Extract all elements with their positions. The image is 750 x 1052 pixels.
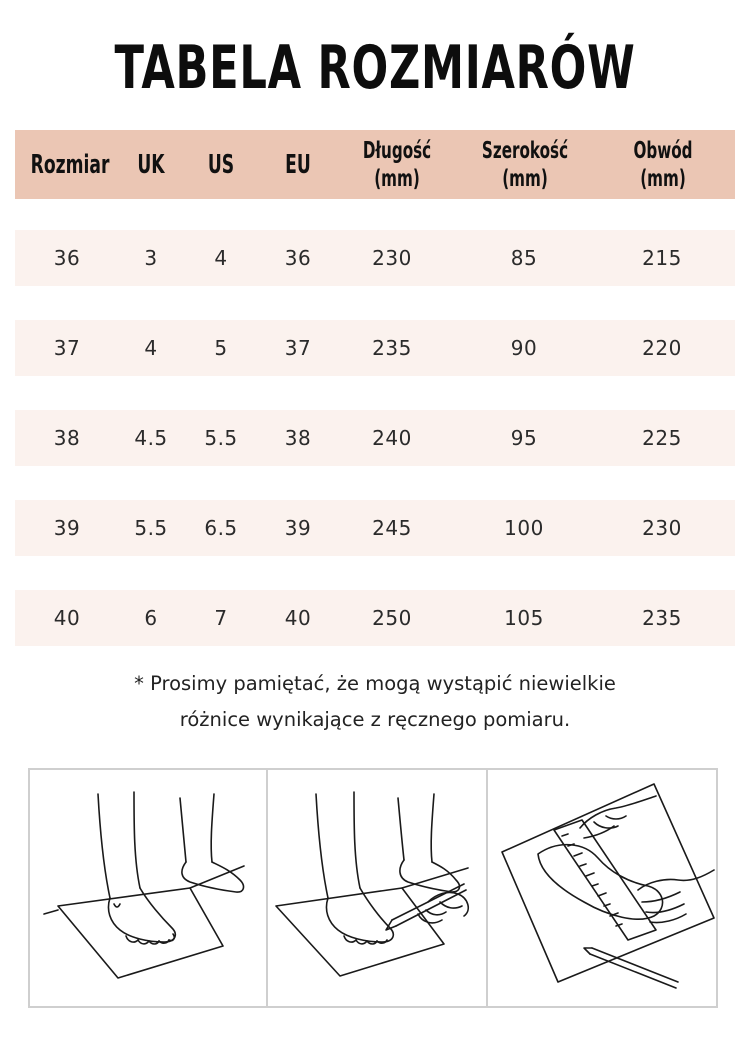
cell-uk: 6 xyxy=(144,606,158,630)
tracing-foot-outline-icon xyxy=(268,770,486,1006)
cell-rozmiar: 39 xyxy=(53,516,81,540)
size-table-header xyxy=(15,130,735,199)
table-row xyxy=(15,230,735,286)
cell-uk: 5.5 xyxy=(134,516,168,540)
note-line-1: * Prosimy pamiętać, że mogą wystąpić niewielkie xyxy=(134,672,616,695)
note-line-2: różnice wynikające z ręcznego pomiaru. xyxy=(179,708,571,731)
cell-eu: 38 xyxy=(284,426,312,450)
page-title: TABELA ROZMIARÓW xyxy=(114,33,636,103)
header-us: US xyxy=(207,149,235,180)
header-uk: UK xyxy=(137,149,165,180)
table-row xyxy=(15,500,735,556)
measuring-with-ruler-icon xyxy=(488,770,718,1006)
cell-dlugosc: 230 xyxy=(372,246,412,270)
table-row xyxy=(15,320,735,376)
cell-us: 7 xyxy=(214,606,228,630)
cell-uk: 4 xyxy=(144,336,158,360)
cell-us: 4 xyxy=(214,246,228,270)
cell-eu: 36 xyxy=(284,246,312,270)
header-obwod: Obwód (mm) xyxy=(633,137,693,192)
cell-rozmiar: 40 xyxy=(53,606,81,630)
header-rozmiar: Rozmiar xyxy=(30,149,110,180)
table-row xyxy=(15,410,735,466)
cell-dlugosc: 245 xyxy=(372,516,412,540)
cell-dlugosc: 240 xyxy=(372,426,412,450)
cell-eu: 40 xyxy=(284,606,312,630)
cell-szerokosc: 95 xyxy=(510,426,538,450)
cell-us: 5 xyxy=(214,336,228,360)
cell-szerokosc: 90 xyxy=(510,336,538,360)
cell-eu: 39 xyxy=(284,516,312,540)
cell-obwod: 220 xyxy=(642,336,682,360)
cell-rozmiar: 38 xyxy=(53,426,81,450)
cell-szerokosc: 100 xyxy=(504,516,544,540)
cell-szerokosc: 105 xyxy=(504,606,544,630)
header-szerokosc: Szerokość (mm) xyxy=(481,137,569,192)
cell-us: 5.5 xyxy=(204,426,238,450)
cell-szerokosc: 85 xyxy=(510,246,538,270)
cell-us: 6.5 xyxy=(204,516,238,540)
table-row xyxy=(15,590,735,646)
cell-eu: 37 xyxy=(284,336,312,360)
cell-obwod: 215 xyxy=(642,246,682,270)
cell-rozmiar: 36 xyxy=(53,246,81,270)
header-eu: EU xyxy=(285,149,311,180)
cell-uk: 3 xyxy=(144,246,158,270)
header-dlugosc: Długość (mm) xyxy=(362,137,432,192)
cell-uk: 4.5 xyxy=(134,426,168,450)
cell-obwod: 230 xyxy=(642,516,682,540)
cell-rozmiar: 37 xyxy=(53,336,81,360)
cell-obwod: 235 xyxy=(642,606,682,630)
feet-on-paper-icon xyxy=(30,770,266,1006)
measurement-note xyxy=(0,666,750,738)
cell-obwod: 225 xyxy=(642,426,682,450)
measurement-illustrations xyxy=(28,768,718,1008)
cell-dlugosc: 250 xyxy=(372,606,412,630)
cell-dlugosc: 235 xyxy=(372,336,412,360)
